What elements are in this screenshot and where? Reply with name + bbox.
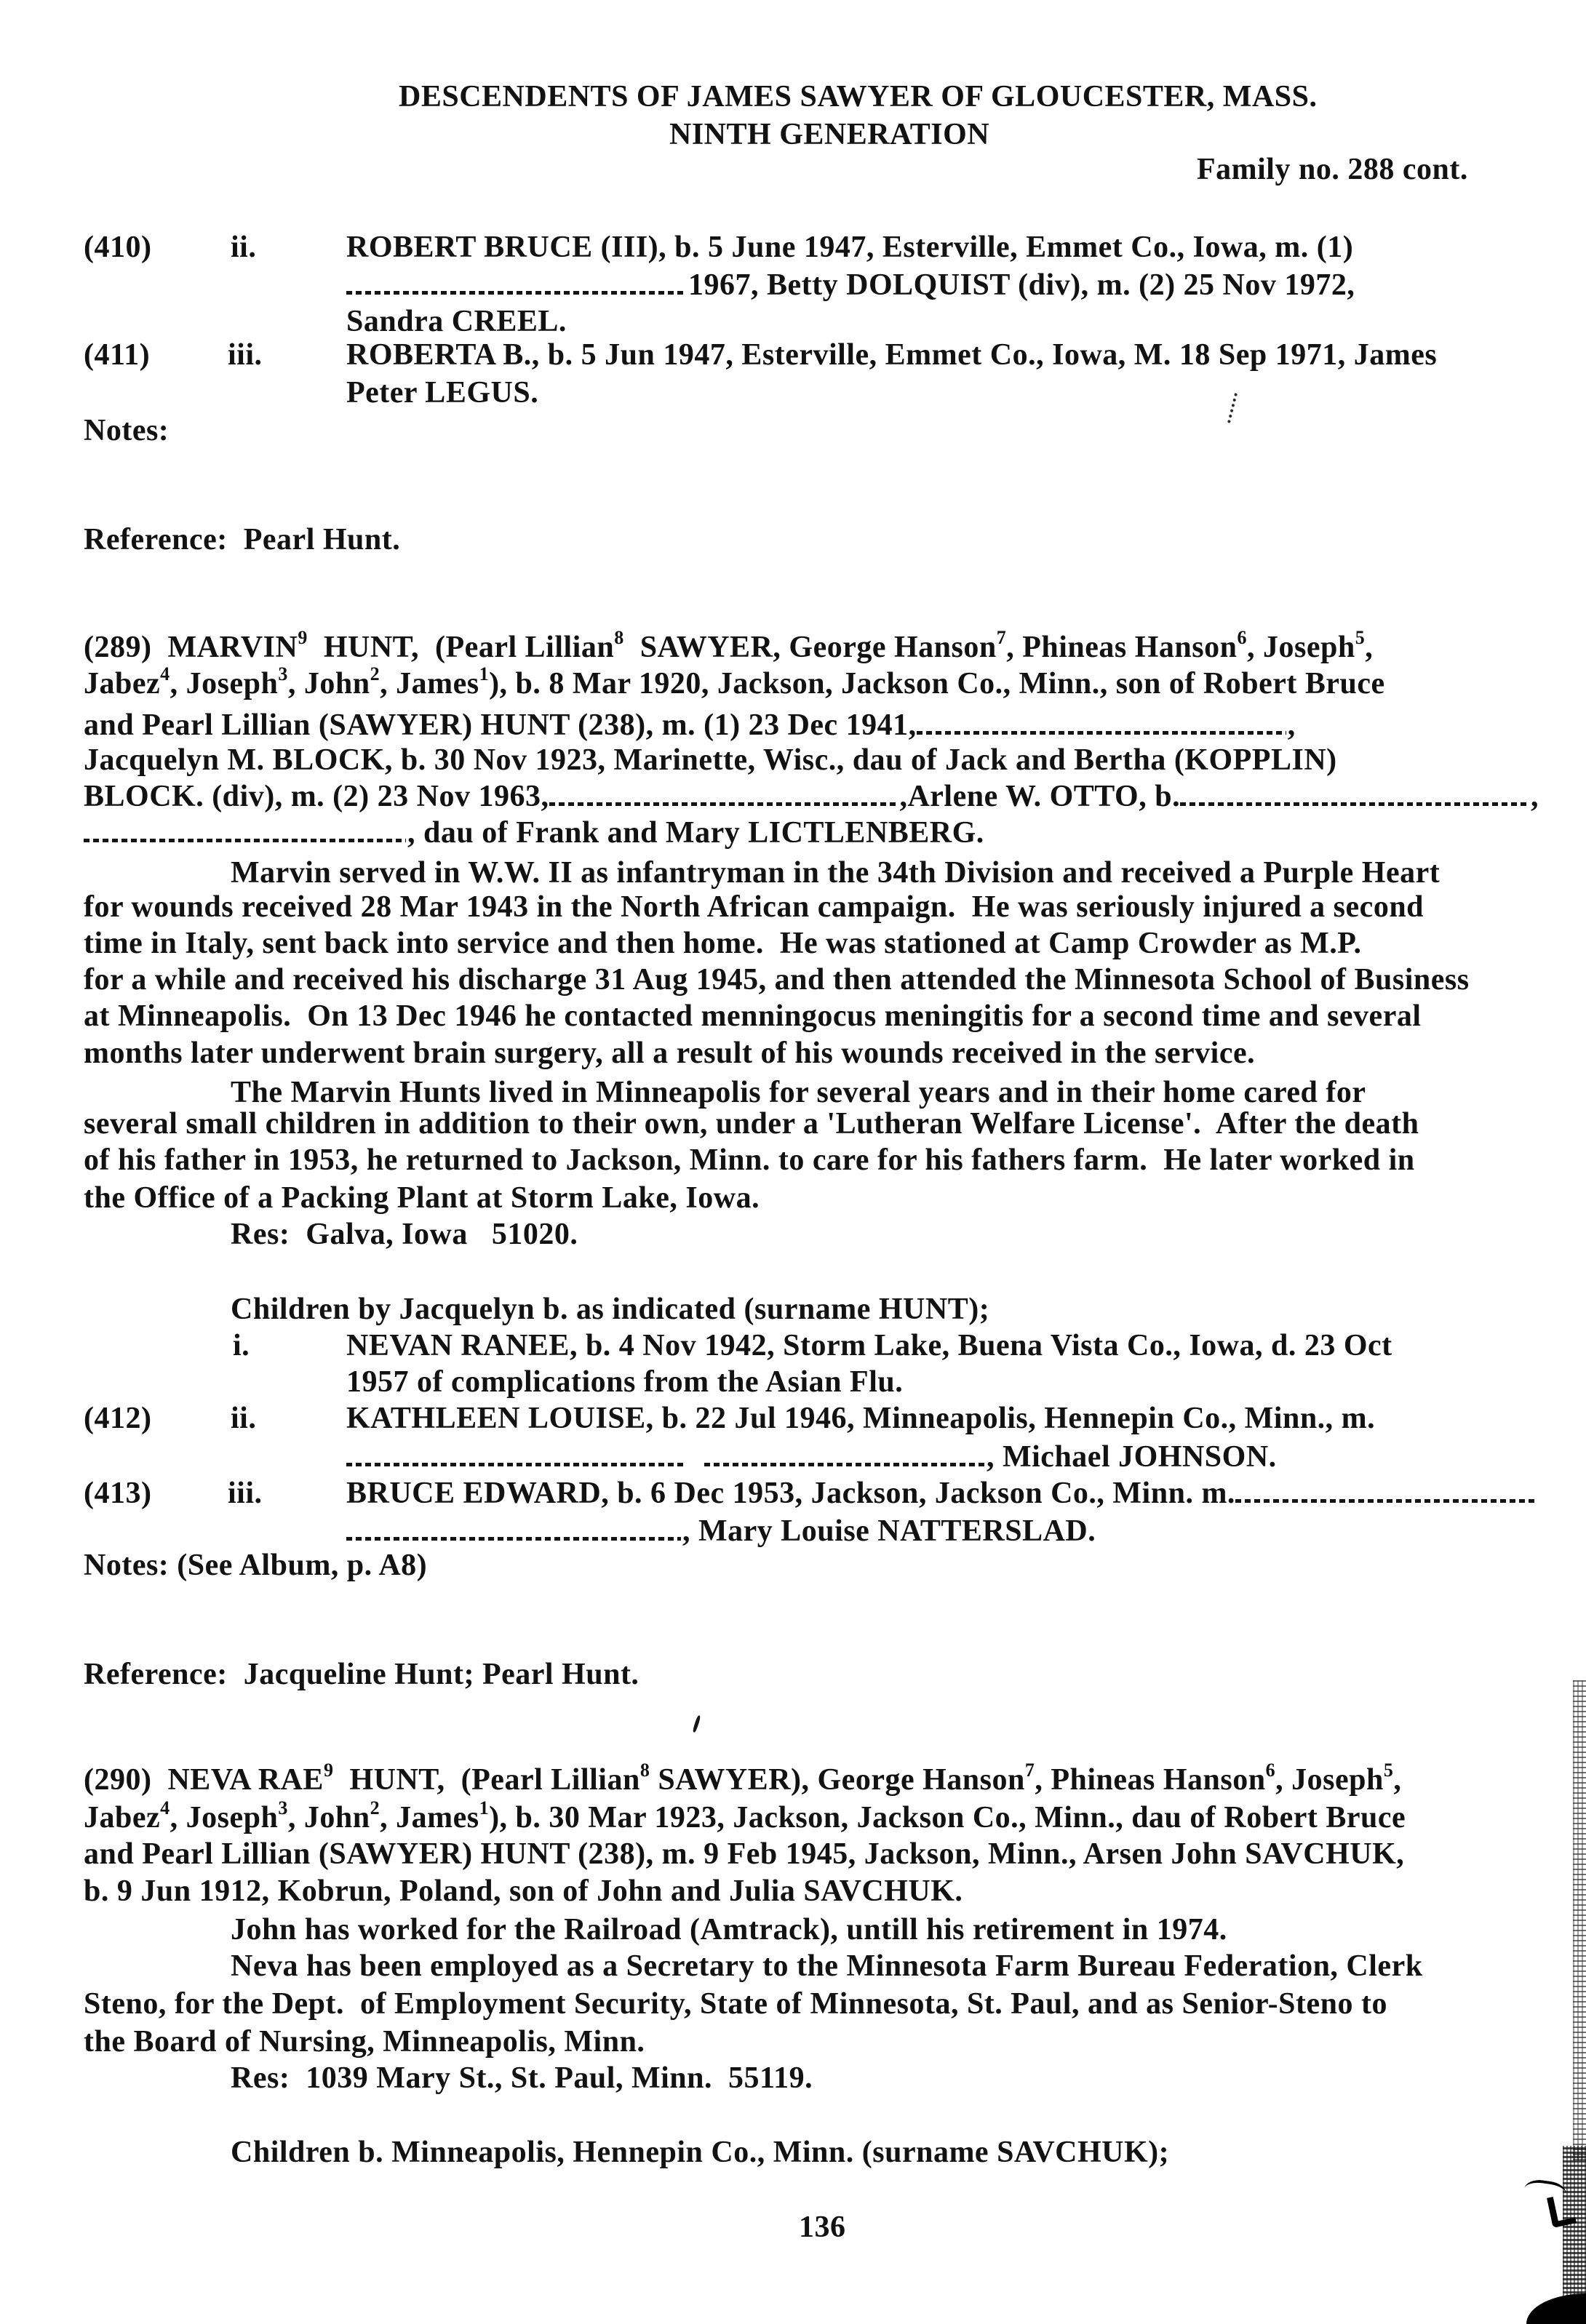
- scan-artifact-edge-noise: [1573, 1680, 1586, 2160]
- neva-para-line-3: [84, 2024, 645, 2060]
- text-run: KATHLEEN LOUISE, b. 22 Jul 1946, Minneapolis, Hennepin Co., Minn., m.: [346, 1402, 1376, 1435]
- text-run: Peter LEGUS.: [346, 376, 539, 410]
- marvin-para-line-4: [84, 962, 1470, 998]
- text-run: Notes: (See Album, p. A8): [84, 1549, 428, 1582]
- text-run: , James: [380, 667, 479, 700]
- scan-artifact-comma: [692, 1715, 701, 1733]
- text-run: at Minneapolis. On 13 Dec 1946 he contacted menningocus meningitis for a second time and several: [84, 999, 1422, 1033]
- text-run: 1967, Betty DOLQUIST (div), m. (2) 25 Nov 1972,: [688, 268, 1355, 302]
- text-run: Marvin served in W.W. II as infantryman in the 34th Division and received a Purple Heart: [231, 856, 1440, 890]
- entry-411-roman: [228, 337, 263, 373]
- generation-superscript: 5: [1355, 627, 1366, 648]
- text-run: Steno, for the Dept. of Employment Security, State of Minnesota, St. Paul, and as Senior-Steno to: [84, 1987, 1387, 2021]
- text-run: Notes:: [84, 414, 170, 447]
- entry-289-line-4: [84, 742, 1337, 778]
- entry-410-roman: [231, 229, 256, 265]
- text-run: , Mary Louise NATTERSLAD.: [682, 1514, 1096, 1548]
- entry-412-line-1: [346, 1400, 1375, 1437]
- entry-413-line-1: [346, 1475, 1539, 1512]
- entry-413-roman: [228, 1475, 263, 1512]
- text-run: and Pearl Lillian (SAWYER) HUNT (238), m. (1) 23 Dec 1941,: [84, 708, 917, 742]
- entry-289-line-5: [84, 778, 1539, 815]
- text-run: HUNT, (Pearl Lillian: [333, 1763, 640, 1797]
- text-run: Neva has been employed as a Secretary to the Minnesota Farm Bureau Federation, Clerk: [231, 1949, 1423, 1983]
- entry-410-number: [84, 229, 151, 265]
- text-run: , dau of Frank and Mary LICTLENBERG.: [407, 816, 984, 850]
- entry-411-line-1: [346, 337, 1437, 373]
- dashed-leader-line: [346, 267, 688, 303]
- children-hunt-header: [231, 1291, 989, 1327]
- marvin-para-line-2: [84, 889, 1424, 925]
- entry-411-number: [84, 337, 150, 373]
- text-run: (289) MARVIN: [84, 631, 298, 664]
- dashed-leader-line: [1235, 1475, 1539, 1512]
- page-number: 136: [799, 2211, 846, 2244]
- text-run: months later underwent brain surgery, all a result of his wounds received in the service.: [84, 1037, 1256, 1070]
- text-run: and Pearl Lillian (SAWYER) HUNT (238), m. 9 Feb 1945, Jackson, Minn., Arsen John SAVCHUK,: [84, 1837, 1405, 1871]
- family-number-note: Family no. 288 cont.: [1197, 153, 1468, 186]
- child-i-roman: [233, 1327, 250, 1364]
- text-run: The Marvin Hunts lived in Minneapolis for several years and in their home cared for: [231, 1076, 1366, 1109]
- text-run: NEVAN RANEE, b. 4 Nov 1942, Storm Lake, Buena Vista Co., Iowa, d. 23 Oct: [346, 1329, 1392, 1362]
- generation-superscript: 9: [323, 1760, 334, 1781]
- hunts-para-line-2: [84, 1106, 1419, 1142]
- generation-superscript: 5: [1383, 1760, 1394, 1781]
- text-run: , Phineas Hanson: [1035, 1763, 1266, 1797]
- text-run: ,: [1393, 1763, 1402, 1797]
- marvin-para-line-1: [231, 855, 1440, 891]
- generation-superscript: 1: [479, 663, 490, 684]
- marvin-para-line-3: [84, 925, 1362, 962]
- text-run: ROBERT BRUCE (III), b. 5 June 1947, Esterville, Emmet Co., Iowa, m. (1): [346, 231, 1354, 264]
- text-run: for a while and received his discharge 31 Aug 1945, and then attended the Minnesota School of Business: [84, 963, 1470, 997]
- dashed-leader-line: [346, 1513, 682, 1549]
- reference-1: [84, 522, 400, 558]
- children-savchuk-header: [231, 2134, 1169, 2171]
- text-run: ,: [1287, 708, 1296, 742]
- entry-412-line-2: [346, 1439, 1277, 1475]
- text-run: ROBERTA B., b. 5 Jun 1947, Esterville, Emmet Co., Iowa, M. 18 Sep 1971, James: [346, 338, 1438, 372]
- entry-290-line-3: [84, 1836, 1404, 1872]
- text-run: Jabez: [84, 1801, 161, 1834]
- entry-410-line-3: [346, 303, 567, 340]
- neva-para-line-2: [84, 1986, 1387, 2022]
- scan-artifact-page-curl-corner: [1526, 2293, 1586, 2324]
- entry-411-line-2: [346, 375, 538, 411]
- text-run: ,: [1531, 780, 1539, 813]
- text-run: the Office of a Packing Plant at Storm Lake, Iowa.: [84, 1181, 760, 1215]
- generation-superscript: 6: [1265, 1760, 1276, 1781]
- text-run: BRUCE EDWARD, b. 6 Dec 1953, Jackson, Jackson Co., Minn. m.: [346, 1477, 1235, 1510]
- generation-superscript: 9: [298, 627, 308, 648]
- text-run: Reference: Jacqueline Hunt; Pearl Hunt.: [84, 1658, 639, 1691]
- reference-2: [84, 1656, 639, 1693]
- entry-412-roman: [231, 1400, 256, 1437]
- neva-para-line-1: [231, 1948, 1423, 1984]
- text-run: Children b. Minneapolis, Hennepin Co., Minn. (surname SAVCHUK);: [231, 2136, 1170, 2169]
- text-run: , John: [287, 667, 370, 700]
- dashed-leader-line: [704, 1439, 987, 1475]
- marvin-para-line-5: [84, 998, 1422, 1034]
- dashed-leader-line: [1180, 778, 1531, 815]
- text-run: b. 9 Jun 1912, Kobrun, Poland, son of John and Julia SAVCHUK.: [84, 1874, 963, 1908]
- text-run: , Phineas Hanson: [1006, 631, 1238, 664]
- text-run: iii.: [228, 1477, 263, 1510]
- text-run: ii.: [231, 1402, 257, 1435]
- entry-412-number: [84, 1400, 151, 1437]
- text-run: several small children in addition to their own, under a 'Lutheran Welfare License'. After the death: [84, 1107, 1419, 1141]
- text-run: , Joseph: [170, 667, 279, 700]
- text-run: ), b. 30 Mar 1923, Jackson, Jackson Co., Minn., dau of Robert Bruce: [489, 1801, 1406, 1834]
- residence-290: [231, 2060, 813, 2096]
- text-run: SAWYER), George Hanson: [650, 1763, 1025, 1797]
- text-run: Reference: Pearl Hunt.: [84, 523, 401, 556]
- entry-289-line-1: [84, 629, 1373, 666]
- text-run: ii.: [231, 231, 257, 264]
- generation-superscript: 7: [1024, 1760, 1035, 1781]
- entry-289-line-2: [84, 663, 1385, 702]
- generation-superscript: 6: [1237, 627, 1247, 648]
- text-run: , Michael JOHNSON.: [987, 1440, 1277, 1474]
- generation-superscript: 3: [278, 663, 288, 684]
- dashed-leader-line: [917, 707, 1288, 743]
- generation-superscript: 3: [278, 1797, 288, 1818]
- text-run: BLOCK. (div), m. (2) 23 Nov 1963,: [84, 780, 549, 813]
- text-run: i.: [233, 1329, 250, 1362]
- entry-290-line-4: [84, 1873, 963, 1909]
- text-run: , Joseph: [1247, 631, 1355, 664]
- text-run: of his father in 1953, he returned to Jackson, Minn. to care for his fathers farm. He later worked in: [84, 1143, 1415, 1177]
- entry-290-line-2: [84, 1797, 1406, 1836]
- text-run: SAWYER, George Hanson: [623, 631, 997, 664]
- generation-superscript: 7: [996, 627, 1007, 648]
- dashed-leader-line: [549, 778, 900, 815]
- text-run: Res: Galva, Iowa 51020.: [231, 1218, 578, 1251]
- text-run: , Joseph: [1275, 1763, 1384, 1797]
- text-run: Jacquelyn M. BLOCK, b. 30 Nov 1923, Marinette, Wisc., dau of Jack and Bertha (KOPPLIN): [84, 743, 1337, 777]
- generation-superscript: 2: [370, 663, 380, 684]
- text-run: , James: [380, 1801, 479, 1834]
- text-run: ,: [1365, 631, 1374, 664]
- text-run: ), b. 8 Mar 1920, Jackson, Jackson Co., Minn., son of Robert Bruce: [489, 667, 1385, 700]
- text-run: HUNT, (Pearl Lillian: [307, 631, 615, 664]
- notes-label-1: [84, 412, 169, 449]
- scan-artifact-stroke: [1227, 393, 1238, 423]
- text-run: , John: [287, 1801, 370, 1834]
- text-run: Jabez: [84, 667, 161, 700]
- text-run: , Joseph: [170, 1801, 279, 1834]
- notes-label-2: [84, 1547, 427, 1584]
- generation-superscript: 1: [479, 1797, 490, 1818]
- entry-410-line-2: [346, 267, 1355, 303]
- generation-superscript: 4: [160, 663, 170, 684]
- generation-superscript: 8: [639, 1760, 650, 1781]
- text-run: (413): [84, 1477, 152, 1510]
- text-run: John has worked for the Railroad (Amtrack), untill his retirement in 1974.: [231, 1913, 1227, 1946]
- residence-289: [231, 1216, 578, 1253]
- text-run: [688, 1439, 704, 1475]
- hunts-para-line-3: [84, 1142, 1415, 1178]
- text-run: 1957 of complications from the Asian Flu.: [346, 1365, 904, 1399]
- text-run: (412): [84, 1402, 152, 1435]
- generation-superscript: 8: [614, 627, 624, 648]
- generation-superscript: 2: [370, 1797, 380, 1818]
- entry-289-line-3: [84, 707, 1296, 743]
- entry-413-number: [84, 1475, 151, 1512]
- entry-413-line-2: [346, 1513, 1096, 1549]
- dashed-leader-line: [84, 815, 407, 851]
- text-run: iii.: [228, 338, 263, 372]
- child-i-line-1: [346, 1327, 1392, 1364]
- text-run: Sandra CREEL.: [346, 305, 567, 338]
- text-run: the Board of Nursing, Minneapolis, Minn.: [84, 2025, 645, 2059]
- text-run: ,Arlene W. OTTO, b.: [899, 780, 1181, 813]
- generation-superscript: 4: [160, 1797, 170, 1818]
- entry-289-line-6: [84, 815, 984, 851]
- marvin-para-line-6: [84, 1035, 1255, 1071]
- text-run: time in Italy, sent back into service and then home. He was stationed at Camp Crowder as M.P.: [84, 927, 1362, 960]
- dashed-leader-line: [346, 1439, 688, 1475]
- text-run: (290) NEVA RAE: [84, 1763, 324, 1797]
- text-run: (410): [84, 231, 152, 264]
- generation-subtitle: NINTH GENERATION: [669, 118, 990, 151]
- text-run: Children by Jacquelyn b. as indicated (surname HUNT);: [231, 1293, 990, 1326]
- text-run: Res: 1039 Mary St., St. Paul, Minn. 55119.: [231, 2061, 813, 2095]
- page-title: DESCENDENTS OF JAMES SAWYER OF GLOUCESTER, MASS.: [399, 80, 1318, 113]
- john-para-line-1: [231, 1912, 1227, 1948]
- child-i-line-2: [346, 1364, 903, 1400]
- text-run: for wounds received 28 Mar 1943 in the North African campaign. He was seriously injured a second: [84, 890, 1424, 924]
- hunts-para-line-4: [84, 1180, 760, 1216]
- text-run: (411): [84, 338, 151, 372]
- entry-410-line-1: [346, 229, 1353, 265]
